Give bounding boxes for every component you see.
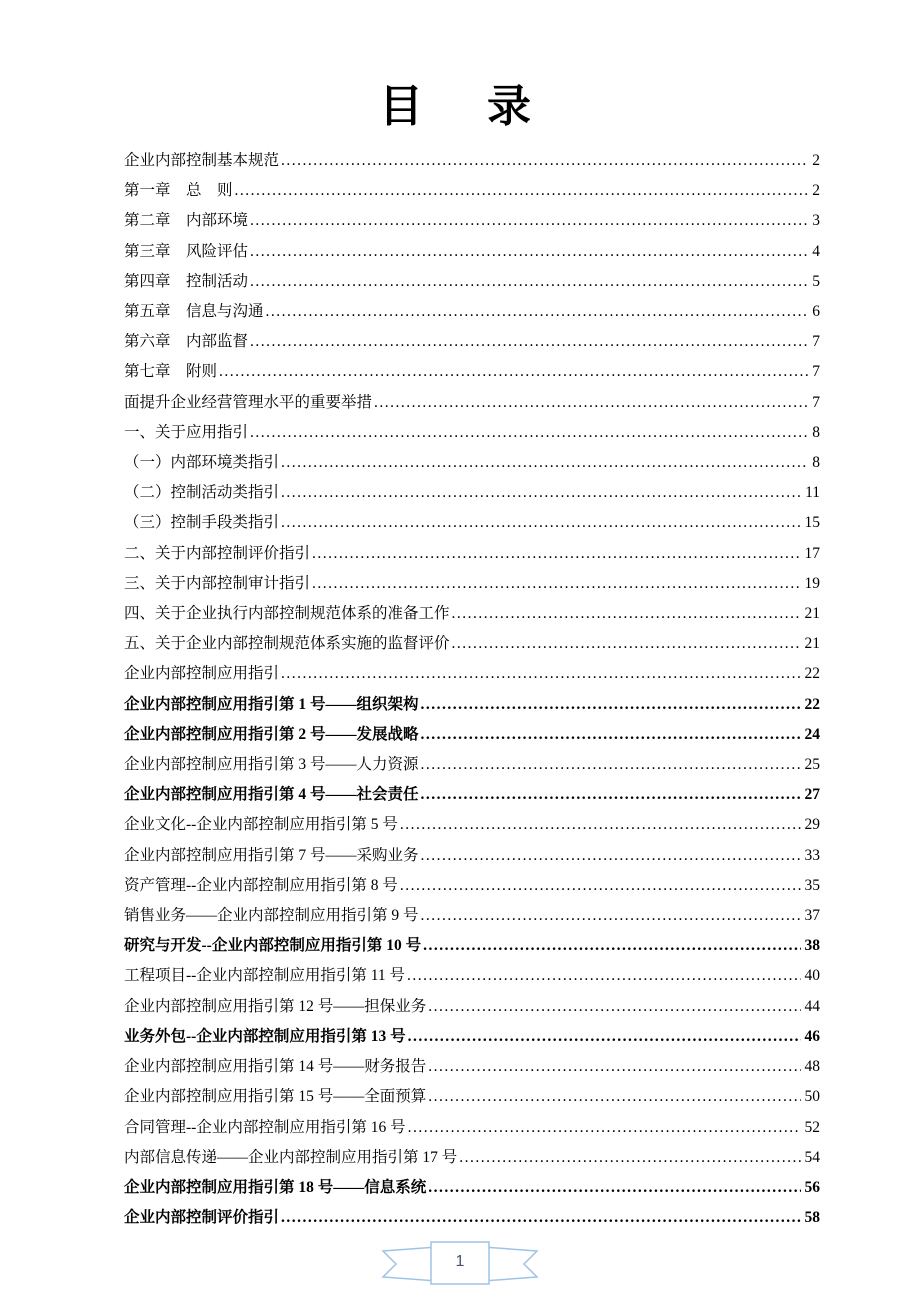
dotted-leader bbox=[312, 569, 800, 599]
toc-entry-page-number: 25 bbox=[804, 756, 820, 774]
dotted-leader bbox=[266, 297, 809, 327]
toc-entry[interactable] bbox=[124, 1113, 820, 1143]
toc-entry-label: 二、关于内部控制评价指引 bbox=[124, 544, 311, 562]
dotted-leader bbox=[421, 720, 801, 750]
toc-entry[interactable] bbox=[124, 1052, 820, 1082]
dotted-leader bbox=[219, 357, 808, 387]
toc-entry-page-number: 50 bbox=[804, 1088, 820, 1106]
toc-entry-label: 第三章 风险评估 bbox=[124, 242, 249, 260]
toc-entry-page-number: 37 bbox=[804, 907, 820, 925]
toc-entry-label: 面提升企业经营管理水平的重要举措 bbox=[124, 393, 373, 411]
toc-entry-label: 第五章 信息与沟通 bbox=[124, 303, 264, 321]
toc-entry-label: （三）控制手段类指引 bbox=[124, 514, 280, 532]
toc-entry-page-number: 19 bbox=[804, 574, 820, 592]
toc-entry[interactable] bbox=[124, 357, 820, 387]
toc-entry-page-number: 38 bbox=[804, 937, 820, 955]
page-number: 1 bbox=[455, 1253, 465, 1270]
dotted-leader bbox=[423, 931, 800, 961]
toc-entry[interactable] bbox=[124, 569, 820, 599]
toc-entry[interactable] bbox=[124, 629, 820, 659]
toc-entry[interactable] bbox=[124, 478, 820, 508]
dotted-leader bbox=[400, 810, 801, 840]
toc-entry-page-number: 15 bbox=[804, 514, 820, 532]
dotted-leader bbox=[374, 388, 808, 418]
dotted-leader bbox=[250, 267, 808, 297]
toc-entry[interactable] bbox=[124, 780, 820, 810]
toc-entry-label: （二）控制活动类指引 bbox=[124, 484, 280, 502]
toc-entry-label: 企业内部控制基本规范 bbox=[124, 152, 280, 169]
toc-entry-page-number: 33 bbox=[804, 846, 820, 864]
toc-entry-label: 第七章 附则 bbox=[124, 363, 218, 381]
dotted-leader bbox=[428, 1052, 800, 1082]
dotted-leader bbox=[250, 327, 808, 357]
toc-entry-page-number: 48 bbox=[804, 1058, 820, 1076]
dotted-leader bbox=[408, 1022, 801, 1052]
toc-entry-page-number: 5 bbox=[812, 272, 820, 290]
dotted-leader bbox=[400, 871, 801, 901]
toc-entry-page-number: 22 bbox=[804, 665, 820, 683]
toc-entry-page-number: 8 bbox=[812, 423, 820, 441]
toc-entry[interactable] bbox=[124, 690, 820, 720]
toc-entry-page-number: 6 bbox=[812, 303, 820, 321]
dotted-leader bbox=[421, 780, 801, 810]
toc-entry-label: 一、关于应用指引 bbox=[124, 423, 249, 441]
toc-entry-label: （一）内部环境类指引 bbox=[124, 454, 280, 472]
toc-entry-label: 业务外包--企业内部控制应用指引第 13 号 bbox=[124, 1027, 406, 1045]
toc-entry[interactable] bbox=[124, 659, 820, 689]
toc-entry-page-number: 44 bbox=[804, 997, 820, 1015]
toc-entry[interactable] bbox=[124, 297, 820, 327]
toc-entry-label: 企业内部控制应用指引第 2 号——发展战略 bbox=[124, 725, 419, 743]
toc-entry[interactable] bbox=[124, 146, 820, 176]
toc-entry[interactable] bbox=[124, 206, 820, 236]
toc-entry[interactable] bbox=[124, 1203, 820, 1233]
toc-entry-page-number: 17 bbox=[804, 544, 820, 562]
toc-entry[interactable] bbox=[124, 599, 820, 629]
toc-entry[interactable] bbox=[124, 508, 820, 538]
toc-title: 目 录 bbox=[379, 82, 541, 131]
dotted-leader bbox=[459, 1143, 800, 1173]
toc-entry-label: 企业内部控制应用指引第 12 号——担保业务 bbox=[124, 997, 427, 1015]
toc-entry-page-number: 21 bbox=[804, 635, 820, 653]
dotted-leader bbox=[421, 901, 801, 931]
dotted-leader bbox=[250, 418, 808, 448]
toc-entry-label: 销售业务——企业内部控制应用指引第 9 号 bbox=[124, 907, 419, 925]
toc-entry-page-number: 24 bbox=[804, 725, 820, 743]
toc-entry-label: 企业内部控制评价指引 bbox=[124, 1209, 280, 1227]
toc-entry-label: 合同管理--企业内部控制应用指引第 16 号 bbox=[124, 1118, 406, 1136]
toc-entry-label: 第二章 内部环境 bbox=[124, 212, 249, 230]
dotted-leader bbox=[421, 750, 801, 780]
toc-entry-label: 企业内部控制应用指引第 7 号——采购业务 bbox=[124, 846, 419, 864]
toc-entry-label: 企业文化--企业内部控制应用指引第 5 号 bbox=[124, 816, 398, 834]
dotted-leader bbox=[421, 690, 801, 720]
toc-entry-label: 企业内部控制应用指引 bbox=[124, 665, 280, 683]
toc-entry-page-number: 7 bbox=[812, 333, 820, 351]
dotted-leader bbox=[428, 1082, 800, 1112]
dotted-leader bbox=[250, 206, 808, 236]
dotted-leader bbox=[408, 1113, 801, 1143]
page-number-banner bbox=[375, 1240, 545, 1288]
toc-entry[interactable] bbox=[124, 720, 820, 750]
toc-entry-page-number: 29 bbox=[804, 816, 820, 834]
toc-entry[interactable] bbox=[124, 1173, 820, 1203]
dotted-leader bbox=[281, 508, 800, 538]
toc-entry-label: 企业内部控制应用指引第 3 号——人力资源 bbox=[124, 756, 419, 774]
toc-entry-label: 工程项目--企业内部控制应用指引第 11 号 bbox=[124, 967, 405, 985]
toc-entry[interactable] bbox=[124, 992, 820, 1022]
toc-entry-label: 企业内部控制应用指引第 4 号——社会责任 bbox=[124, 786, 419, 804]
dotted-leader bbox=[421, 841, 801, 871]
toc-entry-label: 五、关于企业内部控制规范体系实施的监督评价 bbox=[124, 635, 450, 653]
toc-entry-page-number: 7 bbox=[812, 393, 820, 411]
toc-entry[interactable] bbox=[124, 1143, 820, 1173]
toc-entry-page-number: 56 bbox=[804, 1178, 820, 1196]
toc-entry-page-number: 21 bbox=[804, 605, 820, 623]
toc-entry[interactable] bbox=[124, 1082, 820, 1112]
dotted-leader bbox=[281, 478, 801, 508]
dotted-leader bbox=[281, 659, 800, 689]
toc-entry[interactable] bbox=[124, 267, 820, 297]
toc-entry[interactable] bbox=[124, 237, 820, 267]
toc-entry[interactable] bbox=[124, 418, 820, 448]
dotted-leader bbox=[281, 146, 808, 176]
toc-entry-page-number: 27 bbox=[804, 786, 820, 804]
toc-entry-label: 资产管理--企业内部控制应用指引第 8 号 bbox=[124, 876, 398, 894]
dotted-leader bbox=[428, 992, 800, 1022]
toc-entry-page-number: 22 bbox=[804, 695, 820, 713]
toc-entry[interactable] bbox=[124, 961, 820, 991]
dotted-leader bbox=[281, 1203, 800, 1233]
toc-entry-page-number: 40 bbox=[804, 967, 820, 985]
dotted-leader bbox=[452, 599, 801, 629]
toc-list bbox=[124, 146, 820, 1233]
toc-entry[interactable] bbox=[124, 388, 820, 418]
toc-entry[interactable] bbox=[124, 176, 820, 206]
toc-entry-page-number: 46 bbox=[804, 1027, 820, 1045]
toc-entry-page-number: 8 bbox=[812, 454, 820, 472]
dotted-leader bbox=[235, 176, 809, 206]
dotted-leader bbox=[312, 539, 800, 569]
toc-entry-label: 第四章 控制活动 bbox=[124, 272, 249, 290]
toc-entry-label: 企业内部控制应用指引第 18 号——信息系统 bbox=[124, 1178, 427, 1196]
toc-entry-label: 企业内部控制应用指引第 1 号——组织架构 bbox=[124, 695, 419, 713]
toc-entry-page-number: 3 bbox=[812, 212, 820, 230]
toc-entry-page-number: 11 bbox=[805, 484, 820, 502]
toc-entry-label: 研究与开发--企业内部控制应用指引第 10 号 bbox=[124, 937, 422, 955]
dotted-leader bbox=[428, 1173, 800, 1203]
toc-entry[interactable] bbox=[124, 1022, 820, 1052]
toc-entry[interactable] bbox=[124, 750, 820, 780]
toc-entry[interactable] bbox=[124, 901, 820, 931]
toc-entry[interactable] bbox=[124, 539, 820, 569]
toc-entry[interactable] bbox=[124, 327, 820, 357]
toc-entry[interactable] bbox=[124, 871, 820, 901]
toc-entry-label: 企业内部控制应用指引第 14 号——财务报告 bbox=[124, 1058, 427, 1076]
toc-entry-page-number: 54 bbox=[804, 1148, 820, 1166]
toc-entry[interactable] bbox=[124, 841, 820, 871]
toc-entry-label: 第一章 总 则 bbox=[124, 182, 233, 200]
toc-entry-label: 内部信息传递——企业内部控制应用指引第 17 号 bbox=[124, 1148, 458, 1166]
toc-entry[interactable] bbox=[124, 448, 820, 478]
toc-entry-label: 第六章 内部监督 bbox=[124, 333, 249, 351]
dotted-leader bbox=[281, 448, 808, 478]
toc-entry-label: 企业内部控制应用指引第 15 号——全面预算 bbox=[124, 1088, 427, 1106]
toc-entry-page-number: 7 bbox=[812, 363, 820, 381]
toc-entry-page-number: 4 bbox=[812, 242, 820, 260]
toc-entry[interactable] bbox=[124, 931, 820, 961]
toc-entry[interactable] bbox=[124, 810, 820, 840]
toc-entry-label: 四、关于企业执行内部控制规范体系的准备工作 bbox=[124, 605, 450, 623]
dotted-leader bbox=[452, 629, 801, 659]
toc-entry-page-number: 58 bbox=[804, 1209, 820, 1227]
toc-entry-label: 三、关于内部控制审计指引 bbox=[124, 574, 311, 592]
dotted-leader bbox=[407, 961, 801, 991]
toc-entry-page-number: 35 bbox=[804, 876, 820, 894]
toc-entry-page-number: 2 bbox=[812, 182, 820, 200]
dotted-leader bbox=[250, 237, 808, 267]
toc-entry-page-number: 2 bbox=[812, 152, 820, 169]
toc-entry-page-number: 52 bbox=[804, 1118, 820, 1136]
